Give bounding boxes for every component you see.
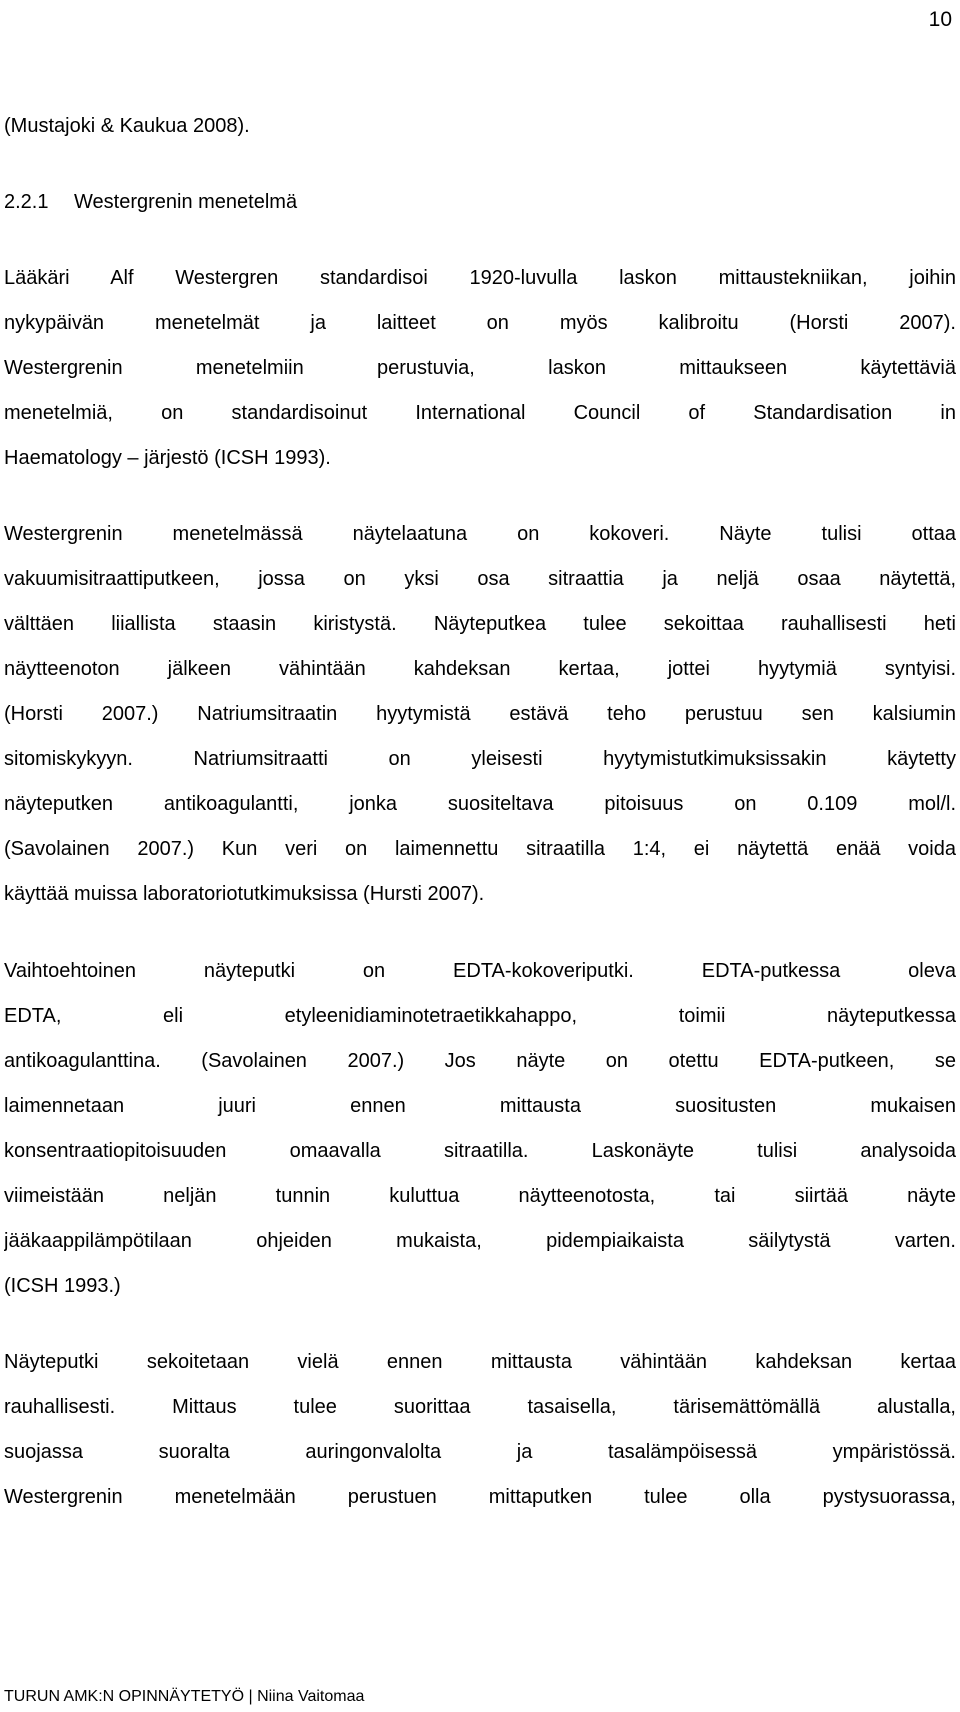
page-number: 10 (928, 8, 952, 31)
section-title: Westergrenin menetelmä (74, 191, 298, 213)
paragraph-spacer (4, 225, 956, 256)
paragraph-line: näytteenoton jälkeen vähintään kahdeksan kertaa, jottei hyytymiä syntyisi. (4, 658, 956, 680)
paragraph-line: (Savolainen 2007.) Kun veri on laimennettu sitraatilla 1:4, ei näytettä enää voida (4, 838, 956, 860)
paragraph-spacer (4, 481, 956, 512)
paragraph-line: rauhallisesti. Mittaus tulee suorittaa tasaisella, tärisemättömällä alustalla, (4, 1396, 956, 1418)
paragraph-line: (ICSH 1993.) (4, 1275, 121, 1297)
paragraph-line: suojassa suoralta auringonvalolta ja tasalämpöisessä ympäristössä. (4, 1441, 956, 1463)
paragraph-line: sitomiskykyyn. Natriumsitraatti on yleisesti hyytymistutkimuksissakin käytetty (4, 748, 956, 770)
paragraph-line: jääkaappilämpötilaan ohjeiden mukaista, pidempiaikaista säilytystä varten. (4, 1230, 956, 1252)
paragraph-line: Westergrenin menetelmässä näytelaatuna on kokoveri. Näyte tulisi ottaa (4, 523, 956, 545)
paragraph-line: Haematology – järjestö (ICSH 1993). (4, 447, 331, 469)
paragraph-line: viimeistään neljän tunnin kuluttua näytteenotosta, tai siirtää näyte (4, 1185, 956, 1207)
paragraph-line: Lääkäri Alf Westergren standardisoi 1920-luvulla laskon mittaustekniikan, joihin (4, 267, 956, 289)
paragraph-line: (Mustajoki & Kaukua 2008). (4, 115, 250, 137)
section-number: 2.2.1 (4, 191, 49, 213)
paragraph-line: menetelmiä, on standardisoinut International Council of Standardisation in (4, 402, 956, 424)
paragraph-spacer (4, 1309, 956, 1340)
heading-line (4, 180, 956, 225)
document-body (4, 104, 956, 1520)
paragraph-spacer (4, 917, 956, 949)
paragraph-line: vakuumisitraattiputkeen, jossa on yksi osa sitraattia ja neljä osaa näytettä, (4, 568, 956, 590)
paragraph-spacer (4, 149, 956, 180)
paragraph-line: (Horsti 2007.) Natriumsitraatin hyytymistä estävä teho perustuu sen kalsiumin (4, 703, 956, 725)
paragraph-line: Näyteputki sekoitetaan vielä ennen mittausta vähintään kahdeksan kertaa (4, 1351, 956, 1373)
paragraph-3 (4, 949, 956, 1309)
intro-paragraph (4, 104, 956, 149)
paragraph-line: välttäen liiallista staasin kiristystä. Näyteputkea tulee sekoittaa rauhallisesti heti (4, 613, 956, 635)
section-heading (4, 180, 956, 225)
paragraph-4 (4, 1340, 956, 1520)
paragraph-line: Westergrenin menetelmiin perustuvia, laskon mittaukseen käytettäviä (4, 357, 956, 379)
page-footer: TURUN AMK:N OPINNÄYTETYÖ | Niina Vaitomaa (4, 1688, 365, 1705)
paragraph-line: Vaihtoehtoinen näyteputki on EDTA-kokoveriputki. EDTA-putkessa oleva (4, 960, 956, 982)
paragraph-line: käyttää muissa laboratoriotutkimuksissa (Hursti 2007). (4, 883, 485, 905)
paragraph-line: konsentraatiopitoisuuden omaavalla sitraatilla. Laskonäyte tulisi analysoida (4, 1140, 956, 1162)
paragraph-line: Westergrenin menetelmään perustuen mittaputken tulee olla pystysuorassa, (4, 1486, 956, 1508)
paragraph-line: nykypäivän menetelmät ja laitteet on myös kalibroitu (Horsti 2007). (4, 312, 956, 334)
paragraph-line: laimennetaan juuri ennen mittausta suositusten mukaisen (4, 1095, 956, 1117)
paragraph-1 (4, 256, 956, 481)
paragraph-line: antikoagulanttina. (Savolainen 2007.) Jos näyte on otettu EDTA-putkeen, se (4, 1050, 956, 1072)
paragraph-line: näyteputken antikoagulantti, jonka suositeltava pitoisuus on 0.109 mol/l. (4, 793, 956, 815)
paragraph-line: EDTA, eli etyleenidiaminotetraetikkahappo, toimii näyteputkessa (4, 1005, 956, 1027)
paragraph-2 (4, 512, 956, 917)
